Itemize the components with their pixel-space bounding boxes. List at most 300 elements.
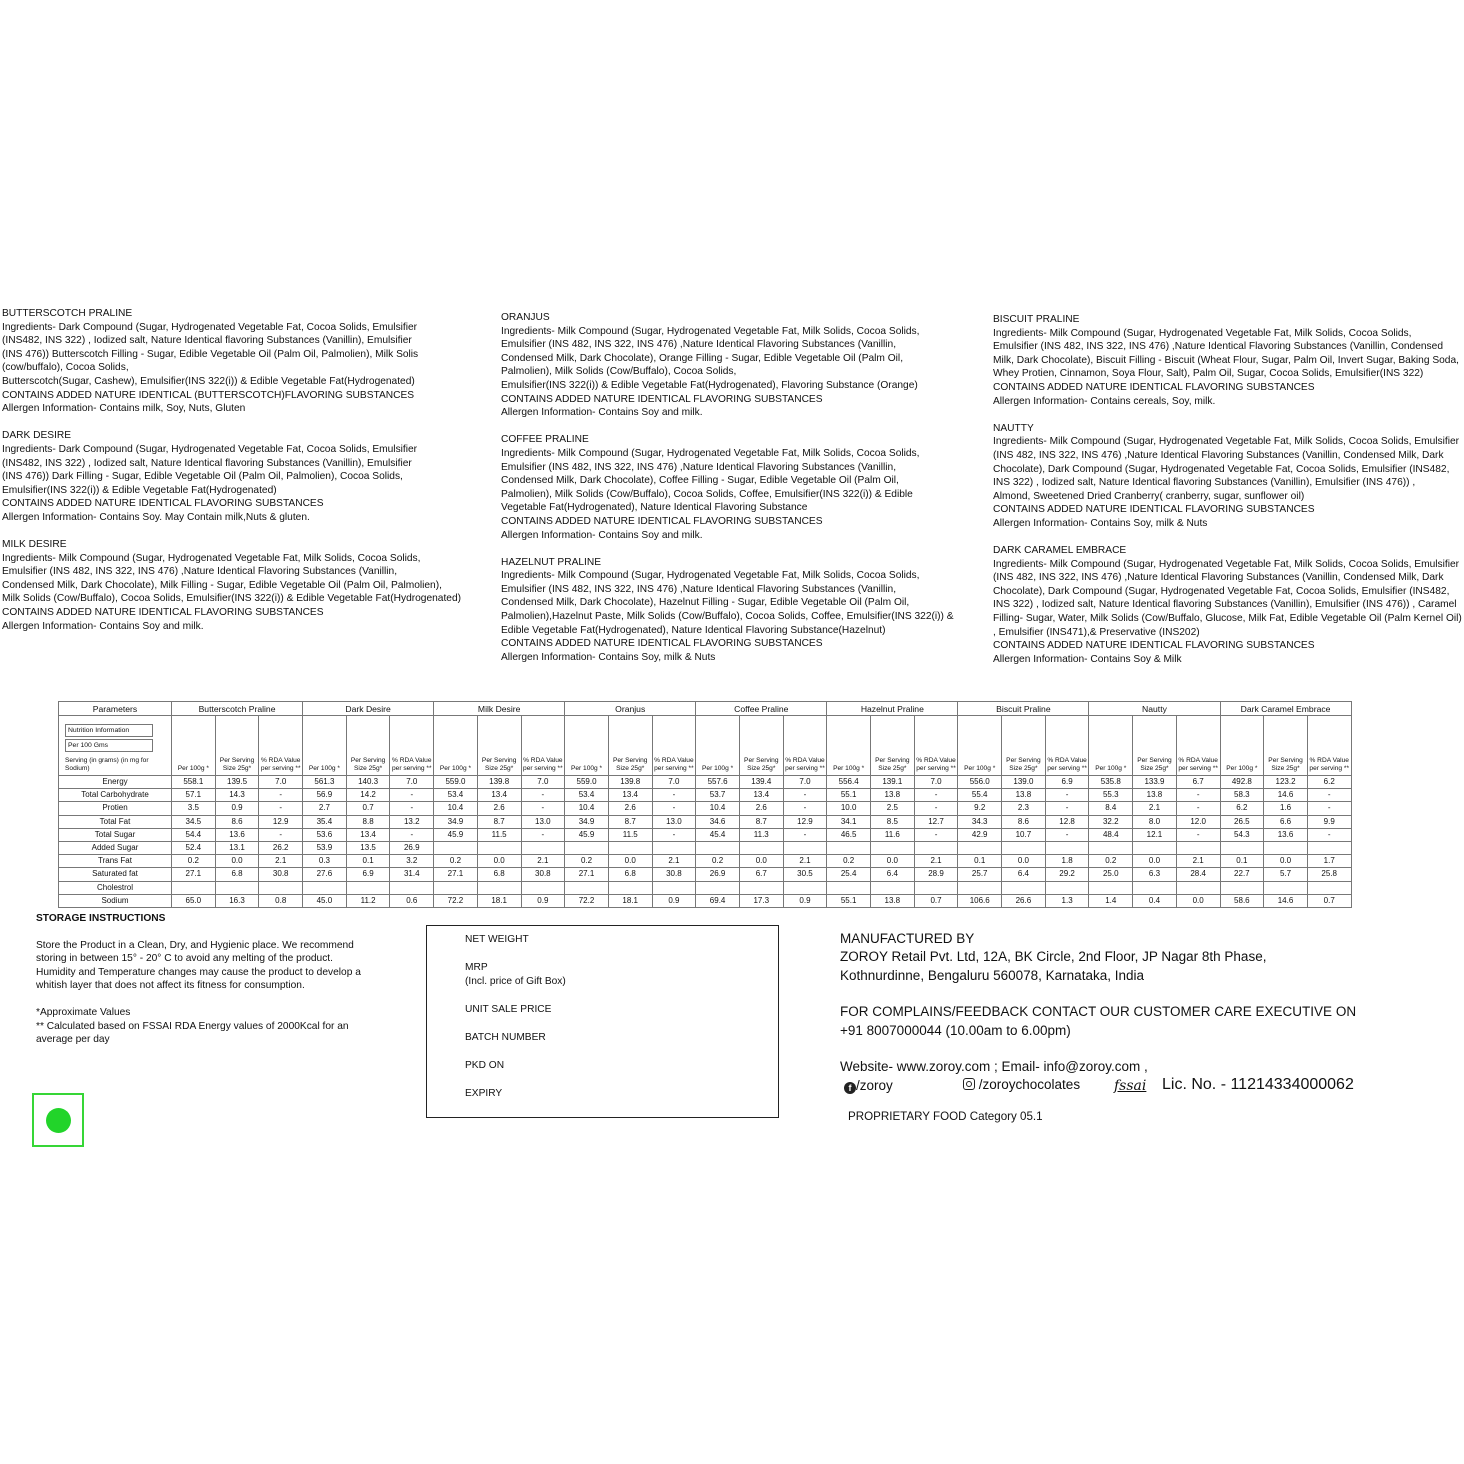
table-cell: 557.6 bbox=[696, 776, 740, 789]
allergen-info: Allergen Information- Contains Soy, milk & Nuts bbox=[501, 651, 716, 663]
ingredient-line: (INS482, INS 322) , Iodized salt, Nature Identical flavoring Substances (Vanillin), Emulsifier bbox=[2, 457, 412, 469]
table-cell: 9.9 bbox=[1307, 815, 1351, 828]
ingredient-line: Palmolien), Milk Solids (Cow/Buffalo), Cocoa Solids, bbox=[501, 366, 737, 378]
product-name: COFFEE PRALINE bbox=[501, 434, 589, 446]
table-cell: 6.3 bbox=[1133, 868, 1177, 881]
sub-header: Per Serving Size 25g* bbox=[1264, 716, 1308, 776]
ingredient-line: (INS 482, INS 322, INS 476) ,Nature Identical Flavoring Substances (Vanillin, Condensed Milk, Dark bbox=[993, 449, 1444, 461]
product-block bbox=[501, 556, 971, 665]
ingredient-line: (INS 482, INS 322, INS 476) ,Nature Identical Flavoring Substances (Vanillin, Condensed Milk, Dark bbox=[993, 572, 1444, 584]
ingredient-line: Palmolien),Hazelnut Paste, Milk Solids (Cow/Buffalo), Cocoa Solids, Coffee, Emulsifier(INS 322(i)) & bbox=[501, 611, 954, 623]
row-label: Total Sugar bbox=[59, 828, 172, 841]
table-cell: 14.6 bbox=[1264, 894, 1308, 907]
table-cell: - bbox=[1176, 828, 1220, 841]
table-cell: 45.4 bbox=[696, 828, 740, 841]
table-cell: - bbox=[259, 828, 303, 841]
table-cell bbox=[1220, 881, 1264, 894]
table-cell: 559.0 bbox=[565, 776, 609, 789]
table-cell: 27.1 bbox=[172, 868, 216, 881]
table-cell: 14.6 bbox=[1264, 789, 1308, 802]
ingredient-line: Whey Protien, Cinnamon, Soya Flour, Salt), Palm Oil, Sugar, Cocoa Solids, Emulsifier(INS 322) bbox=[993, 368, 1424, 380]
contains-note: CONTAINS ADDED NATURE IDENTICAL FLAVORING SUBSTANCES bbox=[2, 498, 324, 510]
table-cell: 492.8 bbox=[1220, 776, 1264, 789]
table-cell: 30.8 bbox=[652, 868, 696, 881]
table-cell: 1.4 bbox=[1089, 894, 1133, 907]
table-cell: 7.0 bbox=[783, 776, 827, 789]
table-cell: 26.9 bbox=[390, 841, 434, 854]
table-cell: 8.7 bbox=[608, 815, 652, 828]
contains-note: CONTAINS ADDED NATURE IDENTICAL FLAVORING SUBSTANCES bbox=[2, 607, 324, 619]
table-cell: - bbox=[652, 828, 696, 841]
table-cell: 0.3 bbox=[303, 855, 347, 868]
table-cell: 13.0 bbox=[521, 815, 565, 828]
table-cell: 0.7 bbox=[1307, 894, 1351, 907]
table-cell: 5.7 bbox=[1264, 868, 1308, 881]
ingredient-line: Emulsifier(INS 322(i)) & Edible Vegetable Fat(Hydrogenated) bbox=[2, 484, 277, 496]
sub-header: % RDA Value per serving ** bbox=[521, 716, 565, 776]
table-cell: - bbox=[652, 802, 696, 815]
sub-header: Per 100g * bbox=[958, 716, 1002, 776]
table-cell: 9.2 bbox=[958, 802, 1002, 815]
complaints-line-2: +91 8007000044 (10.00am to 6.00pm) bbox=[840, 1022, 1071, 1038]
table-cell: 0.0 bbox=[1002, 855, 1046, 868]
ingredient-line: Ingredients- Dark Compound (Sugar, Hydrogenated Vegetable Fat, Cocoa Solids, Emulsifier bbox=[2, 443, 418, 455]
ingredient-line: (cow/buffalo), Cocoa Solids, bbox=[2, 362, 129, 374]
ingredient-line: Ingredients- Milk Compound (Sugar, Hydrogenated Vegetable Fat, Milk Solids, Cocoa Solids, Emulsifier bbox=[993, 558, 1460, 570]
table-cell bbox=[565, 841, 609, 854]
table-cell: 0.0 bbox=[739, 855, 783, 868]
table-cell: 8.5 bbox=[871, 815, 915, 828]
table-cell: 25.0 bbox=[1089, 868, 1133, 881]
table-cell: 0.2 bbox=[1089, 855, 1133, 868]
table-cell bbox=[783, 841, 827, 854]
table-cell bbox=[1089, 841, 1133, 854]
ingredients-column-left bbox=[2, 307, 462, 633]
table-cell: 2.1 bbox=[1176, 855, 1220, 868]
table-cell: 139.8 bbox=[608, 776, 652, 789]
row-label: Trans Fat bbox=[59, 855, 172, 868]
table-cell: 53.4 bbox=[434, 789, 478, 802]
table-cell bbox=[434, 841, 478, 854]
table-cell bbox=[1089, 881, 1133, 894]
product-name: HAZELNUT PRALINE bbox=[501, 556, 602, 568]
table-cell: 13.6 bbox=[215, 828, 259, 841]
ingredient-line: INS 322) , Iodized salt, Nature Identical flavoring Substances (Vanillin), Emulsifier (INS 476)) , Caramel bbox=[993, 599, 1457, 611]
instagram-handle[interactable]: /zoroychocolates bbox=[963, 1077, 1080, 1092]
ingredient-line: Ingredients- Milk Compound (Sugar, Hydrogenated Vegetable Fat, Milk Solids, Cocoa Solids, bbox=[501, 325, 920, 337]
table-cell bbox=[172, 881, 216, 894]
table-cell: - bbox=[1045, 828, 1089, 841]
fssai-logo: fssai bbox=[1114, 1078, 1147, 1094]
table-cell: 6.4 bbox=[1002, 868, 1046, 881]
table-cell: 0.7 bbox=[346, 802, 390, 815]
table-cell: - bbox=[259, 789, 303, 802]
ingredient-line: , Emulsifier (INS471),& Preservative (INS202) bbox=[993, 626, 1200, 638]
product-name: DARK DESIRE bbox=[2, 430, 72, 442]
table-cell bbox=[1133, 881, 1177, 894]
table-cell: 34.3 bbox=[958, 815, 1002, 828]
sub-header: % RDA Value per serving ** bbox=[1307, 716, 1351, 776]
table-cell: 26.6 bbox=[1002, 894, 1046, 907]
table-cell: - bbox=[521, 828, 565, 841]
table-cell: 123.2 bbox=[1264, 776, 1308, 789]
table-cell: 18.1 bbox=[477, 894, 521, 907]
table-cell bbox=[1176, 881, 1220, 894]
table-cell: 53.7 bbox=[696, 789, 740, 802]
table-cell: - bbox=[259, 802, 303, 815]
table-cell: 0.1 bbox=[346, 855, 390, 868]
storage-text: Store the Product in a Clean, Dry, and Hygienic place. We recommend storing in between 15° - 20° C to avoid any melting of the product. Humidity and Temperature changes may cause the product to develop a whitish layer that does not affect its fitness for consumption. bbox=[36, 939, 361, 992]
serving-note: Serving (in grams) (in mg for Sodium) bbox=[65, 757, 149, 772]
table-cell: 26.9 bbox=[696, 868, 740, 881]
address-line-2: Kothnurdinne, Bengaluru 560078, Karnataka, India bbox=[840, 967, 1144, 983]
table-cell: 28.4 bbox=[1176, 868, 1220, 881]
table-cell: 13.6 bbox=[1264, 828, 1308, 841]
table-cell: 556.4 bbox=[827, 776, 871, 789]
table-cell: 12.1 bbox=[1133, 828, 1177, 841]
table-cell: 6.7 bbox=[739, 868, 783, 881]
table-cell: 2.3 bbox=[1002, 802, 1046, 815]
table-cell: 55.3 bbox=[1089, 789, 1133, 802]
table-cell: 13.8 bbox=[1002, 789, 1046, 802]
contact-line: Website- www.zoroy.com ; Email- info@zoroy.com , bbox=[840, 1059, 1148, 1075]
nutrition-table bbox=[58, 701, 1352, 908]
sub-header: Per Serving Size 25g* bbox=[1002, 716, 1046, 776]
table-cell: 13.8 bbox=[1133, 789, 1177, 802]
sub-header: Per Serving Size 25g* bbox=[346, 716, 390, 776]
product-column-header: Dark Desire bbox=[303, 702, 434, 716]
table-cell bbox=[303, 881, 347, 894]
table-cell: 11.6 bbox=[871, 828, 915, 841]
product-block bbox=[501, 433, 971, 542]
table-cell: 0.4 bbox=[1133, 894, 1177, 907]
table-cell bbox=[1307, 881, 1351, 894]
ingredient-line: Chocolate), Dark Compound (Sugar, Hydrogenated Vegetable Fat, Cocoa Solids, Emulsifier (INS482, bbox=[993, 463, 1450, 475]
table-cell: 2.5 bbox=[871, 802, 915, 815]
table-cell: 0.2 bbox=[172, 855, 216, 868]
table-cell: - bbox=[390, 828, 434, 841]
ingredient-line: (INS 476)) Butterscotch Filling - Sugar, Edible Vegetable Oil (Palm Oil, Palmolien), Milk Solis bbox=[2, 348, 419, 360]
table-cell: 561.3 bbox=[303, 776, 347, 789]
sub-header: Per 100g * bbox=[303, 716, 347, 776]
table-cell: 0.2 bbox=[696, 855, 740, 868]
table-cell bbox=[608, 841, 652, 854]
table-row bbox=[59, 881, 1352, 894]
table-cell: 54.4 bbox=[172, 828, 216, 841]
ingredient-line: INS 322) , Iodized salt, Nature Identical flavoring Substances (Vanillin), Emulsifier (INS 476)) , bbox=[993, 477, 1416, 489]
table-cell: 34.9 bbox=[434, 815, 478, 828]
product-name: MILK DESIRE bbox=[2, 539, 67, 551]
table-cell bbox=[259, 881, 303, 894]
contains-note: CONTAINS ADDED NATURE IDENTICAL FLAVORING SUBSTANCES bbox=[501, 393, 823, 405]
table-cell: 13.8 bbox=[871, 894, 915, 907]
table-cell: 6.4 bbox=[871, 868, 915, 881]
table-cell: 45.9 bbox=[565, 828, 609, 841]
allergen-info: Allergen Information- Contains Soy and milk. bbox=[501, 407, 703, 419]
table-cell: - bbox=[1176, 789, 1220, 802]
table-cell: 6.9 bbox=[1045, 776, 1089, 789]
table-cell: 10.4 bbox=[434, 802, 478, 815]
sub-header: % RDA Value per serving ** bbox=[390, 716, 434, 776]
table-cell: 3.5 bbox=[172, 802, 216, 815]
price-label-box bbox=[426, 925, 779, 1118]
table-cell: 6.6 bbox=[1264, 815, 1308, 828]
table-cell: 45.9 bbox=[434, 828, 478, 841]
table-cell: 8.4 bbox=[1089, 802, 1133, 815]
table-cell: - bbox=[914, 828, 958, 841]
allergen-info: Allergen Information- Contains cereals, Soy, milk. bbox=[993, 395, 1216, 407]
contains-note: CONTAINS ADDED NATURE IDENTICAL FLAVORING SUBSTANCES bbox=[501, 515, 823, 527]
ingredient-line: Emulsifier(INS 322(i)) & Edible Vegetable Fat(Hydrogenated), Flavoring Substance (Orange) bbox=[501, 379, 918, 391]
table-cell: 8.6 bbox=[1002, 815, 1046, 828]
table-cell bbox=[477, 881, 521, 894]
table-cell bbox=[390, 881, 434, 894]
product-name: BISCUIT PRALINE bbox=[993, 314, 1080, 325]
row-label: Saturated fat bbox=[59, 868, 172, 881]
table-row bbox=[59, 789, 1352, 802]
product-block bbox=[993, 313, 1463, 408]
allergen-info: Allergen Information- Contains Soy, milk & Nuts bbox=[993, 517, 1208, 529]
sub-header: % RDA Value per serving ** bbox=[783, 716, 827, 776]
table-row bbox=[59, 815, 1352, 828]
table-cell: 32.2 bbox=[1089, 815, 1133, 828]
product-column-header: Butterscotch Praline bbox=[172, 702, 303, 716]
per-100-label: Per 100 Gms bbox=[65, 739, 153, 752]
table-cell: 2.7 bbox=[303, 802, 347, 815]
table-cell: 12.8 bbox=[1045, 815, 1089, 828]
table-cell: 6.7 bbox=[1176, 776, 1220, 789]
ingredient-line: Ingredients- Milk Compound (Sugar, Hydrogenated Vegetable Fat, Milk Solids, Cocoa Solids, bbox=[993, 327, 1412, 339]
table-cell bbox=[696, 841, 740, 854]
table-cell bbox=[652, 881, 696, 894]
table-cell: 133.9 bbox=[1133, 776, 1177, 789]
table-row bbox=[59, 894, 1352, 907]
ingredient-line: Filling- Sugar, Water, Milk Solids (Cow/Buffalo, Glucose, Milk Fat, Edible Vegetable Oil (Palm Kernel Oil) bbox=[993, 613, 1462, 625]
product-column-header: Coffee Praline bbox=[696, 702, 827, 716]
table-row bbox=[59, 776, 1352, 789]
product-column-header: Biscuit Praline bbox=[958, 702, 1089, 716]
table-cell: 0.9 bbox=[783, 894, 827, 907]
ingredients-column-right bbox=[993, 313, 1463, 666]
table-cell: 556.0 bbox=[958, 776, 1002, 789]
table-cell bbox=[1045, 881, 1089, 894]
table-cell bbox=[1002, 841, 1046, 854]
table-cell bbox=[477, 841, 521, 854]
facebook-handle[interactable]: f /zoroy bbox=[844, 1078, 893, 1094]
sub-header: Per 100g * bbox=[1089, 716, 1133, 776]
row-label: Total Fat bbox=[59, 815, 172, 828]
table-cell bbox=[1176, 841, 1220, 854]
complaints-line-1: FOR COMPLAINS/FEEDBACK CONTACT OUR CUSTOMER CARE EXECUTIVE ON bbox=[840, 1004, 1357, 1020]
table-cell: 2.1 bbox=[914, 855, 958, 868]
product-column-header: Oranjus bbox=[565, 702, 696, 716]
product-column-header: Milk Desire bbox=[434, 702, 565, 716]
table-cell: 1.3 bbox=[1045, 894, 1089, 907]
table-row bbox=[59, 802, 1352, 815]
table-cell: 13.0 bbox=[652, 815, 696, 828]
row-label: Added Sugar bbox=[59, 841, 172, 854]
table-cell: 10.4 bbox=[565, 802, 609, 815]
sub-header: Per Serving Size 25g* bbox=[1133, 716, 1177, 776]
instagram-icon bbox=[963, 1078, 975, 1090]
table-cell bbox=[958, 841, 1002, 854]
table-cell: 11.3 bbox=[739, 828, 783, 841]
table-cell: 2.1 bbox=[652, 855, 696, 868]
row-label: Cholestrol bbox=[59, 881, 172, 894]
table-cell: 6.2 bbox=[1307, 776, 1351, 789]
product-column-header: Nautty bbox=[1089, 702, 1220, 716]
table-cell: 8.0 bbox=[1133, 815, 1177, 828]
table-cell: 13.4 bbox=[477, 789, 521, 802]
product-block bbox=[993, 544, 1463, 666]
table-cell: 28.9 bbox=[914, 868, 958, 881]
table-cell: 7.0 bbox=[390, 776, 434, 789]
table-cell: 25.4 bbox=[827, 868, 871, 881]
table-cell: 11.5 bbox=[477, 828, 521, 841]
table-cell: - bbox=[652, 789, 696, 802]
table-cell bbox=[871, 841, 915, 854]
table-cell bbox=[1220, 841, 1264, 854]
table-cell bbox=[827, 841, 871, 854]
table-cell: 18.1 bbox=[608, 894, 652, 907]
ingredient-line: Emulsifier (INS 482, INS 322, INS 476) ,Nature Identical Flavoring Substances (Vanillin, Condensed bbox=[993, 341, 1443, 353]
table-cell: 16.3 bbox=[215, 894, 259, 907]
table-cell: 7.0 bbox=[914, 776, 958, 789]
table-cell: - bbox=[1307, 789, 1351, 802]
table-cell bbox=[1307, 841, 1351, 854]
table-cell: 10.7 bbox=[1002, 828, 1046, 841]
ingredient-line: Emulsifier (INS 482, INS 322, INS 476) ,Nature Identical Flavoring Substances (Vanillin, bbox=[501, 339, 897, 351]
table-cell: 535.8 bbox=[1089, 776, 1133, 789]
table-cell: 139.8 bbox=[477, 776, 521, 789]
table-cell: 26.5 bbox=[1220, 815, 1264, 828]
table-cell bbox=[1002, 881, 1046, 894]
sub-header: Per 100g * bbox=[827, 716, 871, 776]
table-cell: - bbox=[1045, 789, 1089, 802]
product-block bbox=[501, 311, 971, 420]
table-cell: - bbox=[783, 802, 827, 815]
table-cell: 54.3 bbox=[1220, 828, 1264, 841]
product-column-header: Hazelnut Praline bbox=[827, 702, 958, 716]
veg-dot-icon bbox=[46, 1108, 71, 1133]
table-cell: 12.9 bbox=[259, 815, 303, 828]
unit-price-label: UNIT SALE PRICE bbox=[465, 1004, 552, 1015]
table-cell: 2.6 bbox=[477, 802, 521, 815]
table-cell: 34.1 bbox=[827, 815, 871, 828]
table-cell bbox=[1133, 841, 1177, 854]
table-cell: - bbox=[1176, 802, 1220, 815]
table-cell bbox=[434, 881, 478, 894]
table-cell: 0.6 bbox=[390, 894, 434, 907]
table-cell: 0.2 bbox=[434, 855, 478, 868]
ingredient-line: Milk Solids (Cow/Buffalo), Cocoa Solids, Emulsifier(INS 322(i)) & Edible Vegetable Fat(Hydrogenated) bbox=[2, 593, 462, 605]
ingredient-line: Condensed Milk, Dark Chocolate), Orange Filling - Sugar, Edible Vegetable Oil (Palm Oil, bbox=[501, 352, 904, 364]
table-cell bbox=[914, 881, 958, 894]
table-cell bbox=[958, 881, 1002, 894]
table-row bbox=[59, 855, 1352, 868]
table-cell: 30.8 bbox=[521, 868, 565, 881]
table-cell: 558.1 bbox=[172, 776, 216, 789]
table-cell: - bbox=[1307, 802, 1351, 815]
table-cell bbox=[346, 881, 390, 894]
table-cell: - bbox=[521, 802, 565, 815]
table-cell: 0.9 bbox=[521, 894, 565, 907]
ingredient-line: Ingredients- Milk Compound (Sugar, Hydrogenated Vegetable Fat, Milk Solids, Cocoa Solids, bbox=[2, 552, 421, 564]
ingredient-line: Vegetable Fat(Hydrogenated), Nature Identical Flavoring Substance bbox=[501, 502, 808, 514]
table-cell: 0.1 bbox=[958, 855, 1002, 868]
ingredient-line: Palmolien), Milk Solids (Cow/Buffalo), Cocoa Solids, Coffee, Emulsifier(INS 322(i)) & Edible bbox=[501, 488, 913, 500]
sub-header: Per Serving Size 25g* bbox=[608, 716, 652, 776]
table-cell: 29.2 bbox=[1045, 868, 1089, 881]
sub-header: Per 100g * bbox=[434, 716, 478, 776]
table-cell: 26.2 bbox=[259, 841, 303, 854]
sub-header: Per Serving Size 25g* bbox=[871, 716, 915, 776]
sub-header: Per 100g * bbox=[696, 716, 740, 776]
table-cell: 10.4 bbox=[696, 802, 740, 815]
table-cell: - bbox=[914, 802, 958, 815]
net-weight-label: NET WEIGHT bbox=[465, 934, 529, 945]
table-cell bbox=[521, 881, 565, 894]
table-cell: 140.3 bbox=[346, 776, 390, 789]
table-cell: 0.2 bbox=[827, 855, 871, 868]
table-cell: 72.2 bbox=[434, 894, 478, 907]
table-cell: 0.9 bbox=[652, 894, 696, 907]
table-cell: 0.0 bbox=[1133, 855, 1177, 868]
food-category: PROPRIETARY FOOD Category 05.1 bbox=[848, 1110, 1043, 1123]
storage-instructions bbox=[36, 912, 366, 1047]
table-cell: 55.1 bbox=[827, 894, 871, 907]
table-cell: 139.1 bbox=[871, 776, 915, 789]
parameters-header: Parameters bbox=[59, 702, 172, 716]
sub-header: % RDA Value per serving ** bbox=[914, 716, 958, 776]
mrp-note: (Incl. price of Gift Box) bbox=[465, 976, 566, 987]
table-cell: 14.2 bbox=[346, 789, 390, 802]
table-cell: 31.4 bbox=[390, 868, 434, 881]
table-cell: 559.0 bbox=[434, 776, 478, 789]
table-cell bbox=[521, 841, 565, 854]
expiry-label: EXPIRY bbox=[465, 1088, 503, 1099]
table-cell bbox=[914, 841, 958, 854]
table-cell: 2.6 bbox=[739, 802, 783, 815]
ingredient-line: Edible Vegetable Fat(Hydrogenated), Nature Identical Flavoring Substance(Hazelnut) bbox=[501, 624, 886, 636]
table-cell: 8.8 bbox=[346, 815, 390, 828]
table-cell: 22.7 bbox=[1220, 868, 1264, 881]
table-cell: 1.7 bbox=[1307, 855, 1351, 868]
parameters-note bbox=[59, 716, 172, 776]
facebook-icon: f bbox=[844, 1082, 856, 1094]
table-cell bbox=[827, 881, 871, 894]
pkd-label: PKD ON bbox=[465, 1060, 505, 1071]
table-cell: 0.0 bbox=[477, 855, 521, 868]
table-cell: - bbox=[390, 802, 434, 815]
ingredient-line: (INS 476)) Dark Filling - Sugar, Edible Vegetable Oil (Palm Oil, Palmolien), Cocoa Solids, bbox=[2, 471, 403, 483]
ingredient-line: Condensed Milk, Dark Chocolate), Hazelnut Filling - Sugar, Edible Vegetable Oil (Palm Oil, bbox=[501, 597, 910, 609]
table-cell: 35.4 bbox=[303, 815, 347, 828]
sub-header: % RDA Value per serving ** bbox=[1045, 716, 1089, 776]
table-cell: 45.0 bbox=[303, 894, 347, 907]
table-cell: 7.0 bbox=[652, 776, 696, 789]
table-cell: - bbox=[783, 789, 827, 802]
contains-note: CONTAINS ADDED NATURE IDENTICAL FLAVORING SUBSTANCES bbox=[993, 504, 1315, 516]
table-cell: - bbox=[783, 828, 827, 841]
table-cell: 139.0 bbox=[1002, 776, 1046, 789]
table-cell: 27.1 bbox=[565, 868, 609, 881]
ingredient-line: Emulsifier (INS 482, INS 322, INS 476) ,Nature Identical Flavoring Substances (Vanillin, bbox=[501, 461, 897, 473]
table-cell bbox=[1045, 841, 1089, 854]
table-cell bbox=[739, 841, 783, 854]
table-cell: 139.4 bbox=[739, 776, 783, 789]
license-number: Lic. No. - 11214334000062 bbox=[1162, 1076, 1354, 1093]
